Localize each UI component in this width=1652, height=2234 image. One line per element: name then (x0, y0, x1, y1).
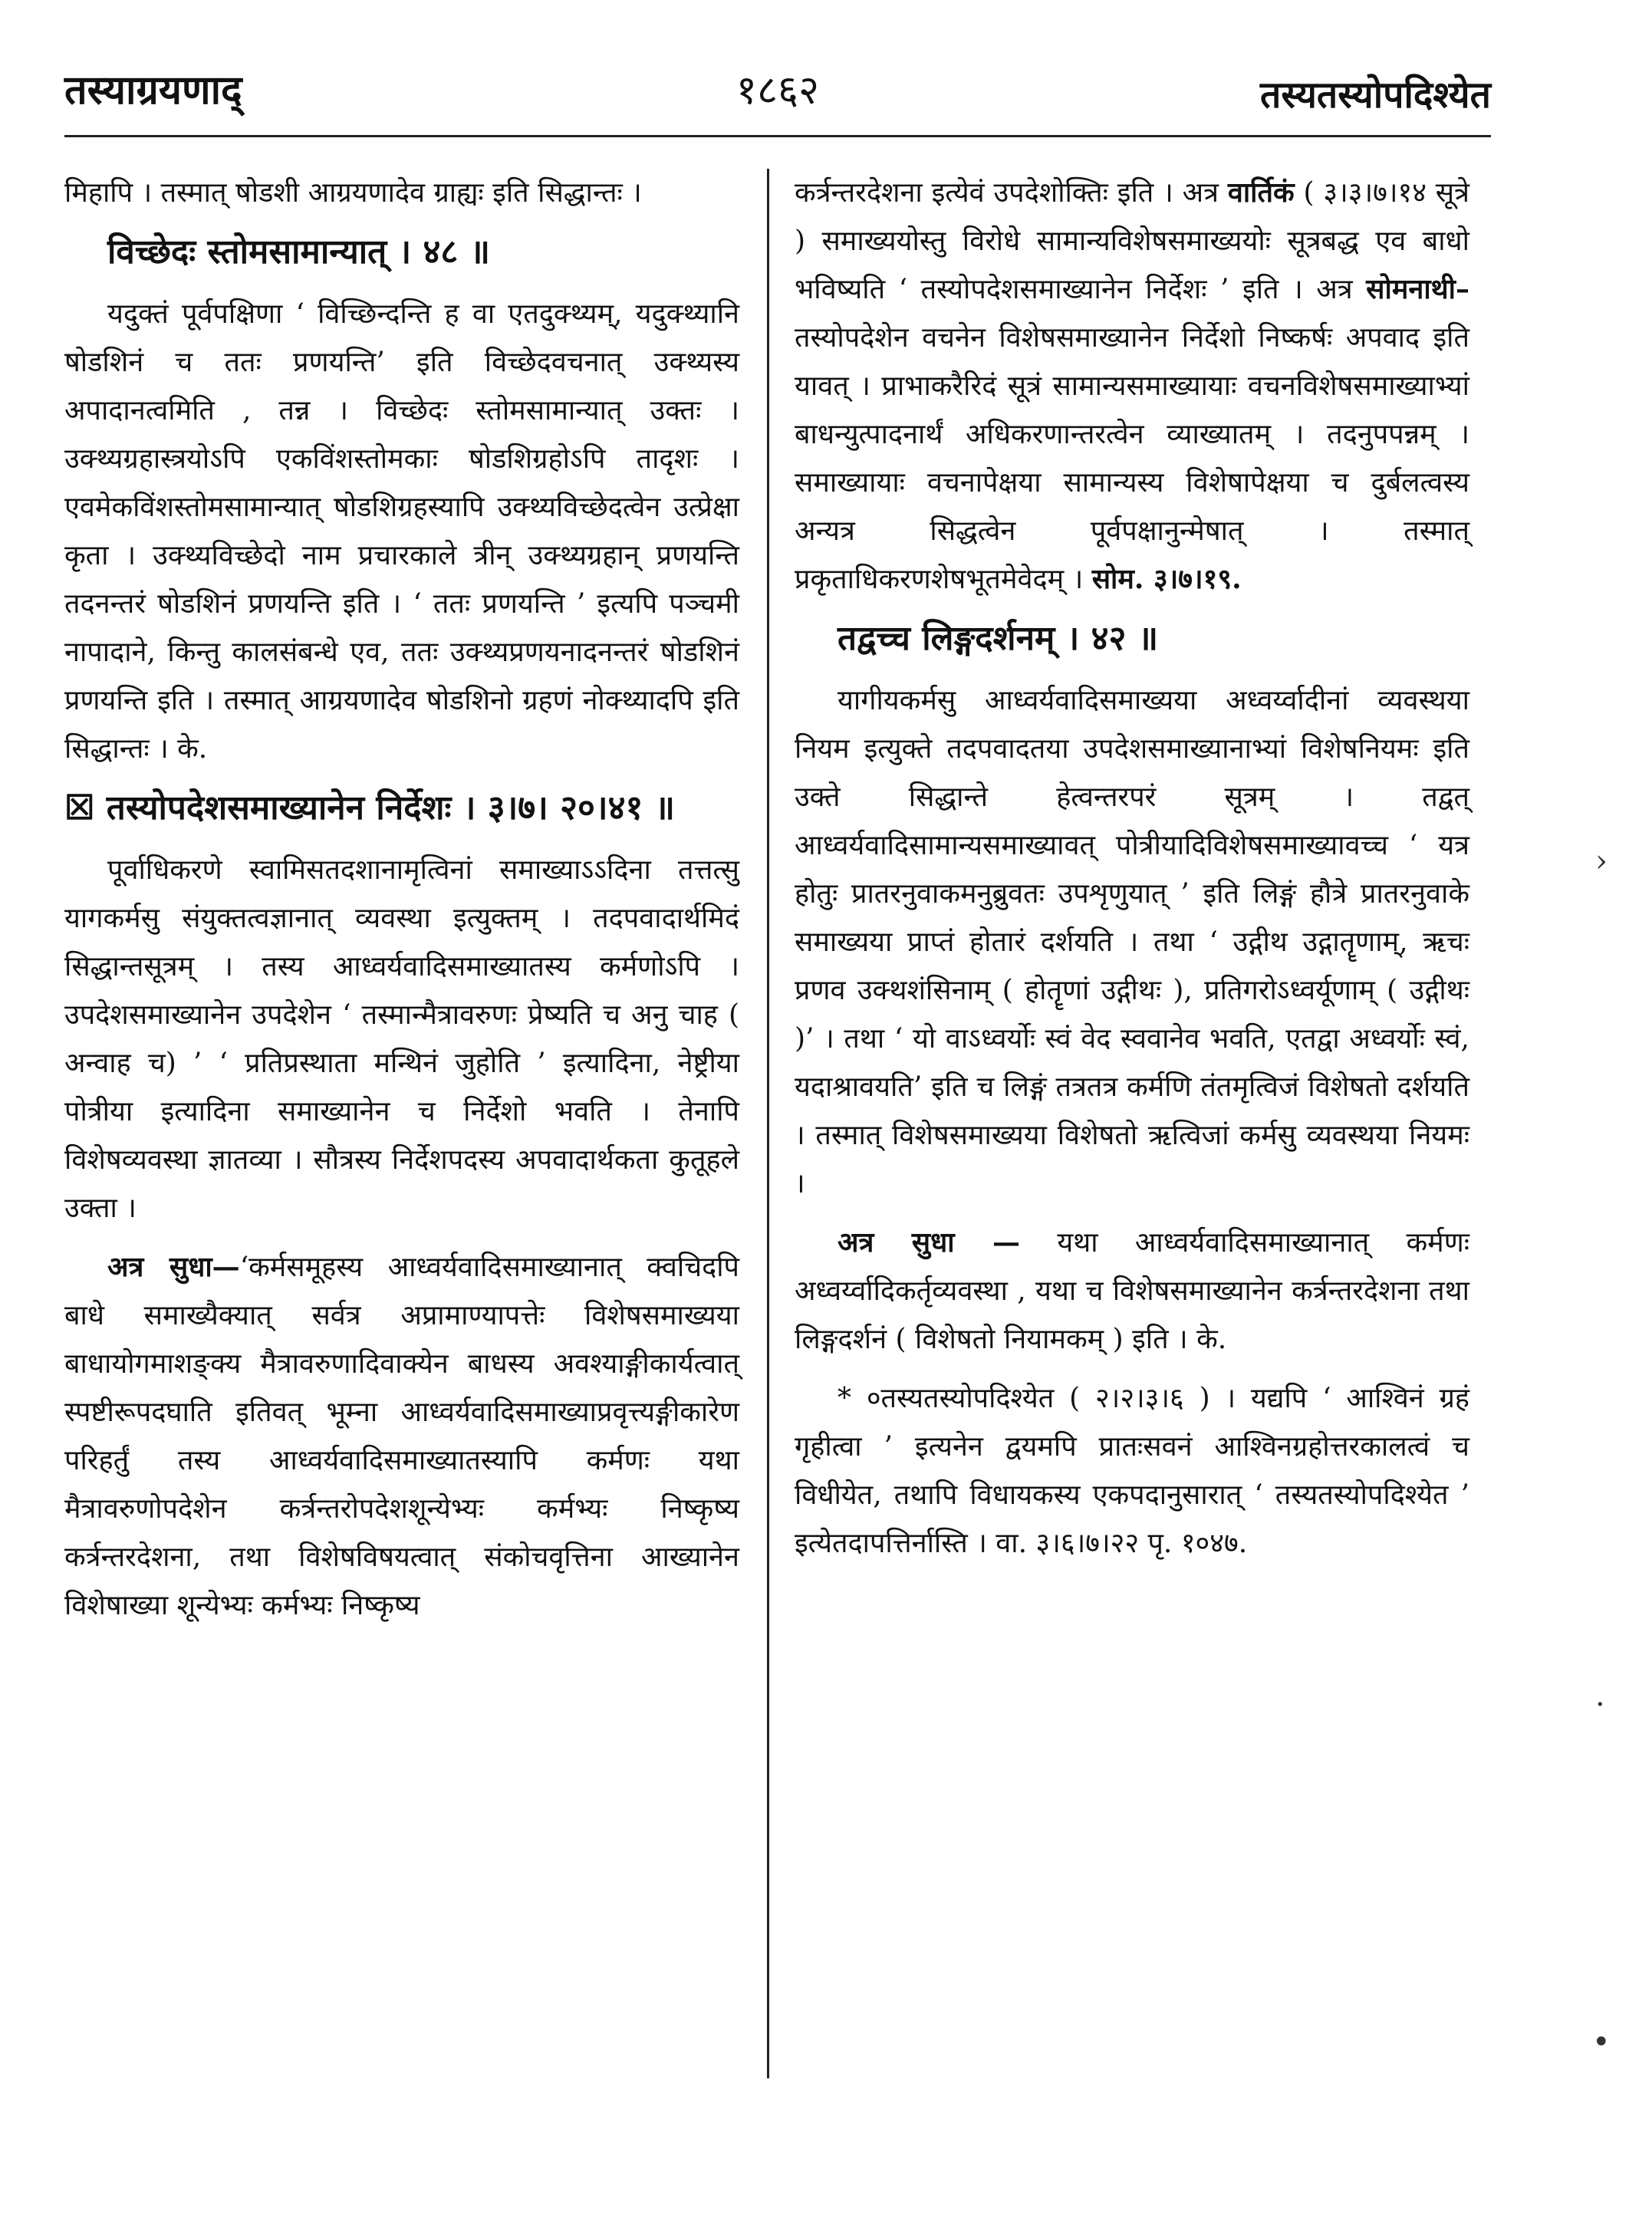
right-para-3 (795, 1219, 1469, 1364)
sutra-42: तद्वच्च लिङ्गदर्शनम् । ४२ ॥ (838, 619, 1159, 658)
header-rule (64, 135, 1491, 137)
header-right-keyword: तस्यतस्योपदिश्येत (1260, 74, 1491, 117)
right-para-1-rest: ( ३।३।७।१४ सूत्रे ) समाख्ययोस्तु विरोधे सामान्यविशेषसमाख्ययोः सूत्रबद्ध एव बाधो भविष्यति ‘ तस्योपदेशसमाख्यानेन निर्देशः ’ इति । अत्र (795, 177, 1469, 305)
somanathi-label: सोमनाथी– (1366, 273, 1469, 305)
sudha-label: अत्र सुधा— (107, 1251, 240, 1283)
margin-mark-1: › (1595, 844, 1608, 879)
right-para-4: * ०तस्यतस्योपदिश्येत ( २।२।३।६ ) । यद्यपि ‘ आश्विनं ग्रहं गृहीत्वा ’ इत्यनेन द्वयमपि प्रातःसवनं आश्विनग्रहोत्तरकालत्वं च विधीयेत, तथापि विधायकस्य एकपदानुसारात् ‘ तस्यतस्योपदिश्येत ’ इत्येतदापत्तिर्नास्ति । वा. ३।६।७।२२ पृ. १०४७. (795, 1383, 1469, 1559)
right-para-1 (795, 169, 1469, 604)
sudha-label-2: अत्र सुधा — (838, 1226, 1021, 1258)
right-para-2: यागीयकर्मसु आध्वर्यवादिसमाख्यया अध्वर्य्वादीनां व्यवस्थया नियम इत्युक्ते तदपवादतया उपदेशसमाख्यानाभ्यां विशेषनियमः इति उक्ते सिद्धान्ते हेत्वन्तरपरं सूत्रम् । तद्वत् आध्वर्यवादिसामान्यसमाख्यावत् पोत्रीयादिविशेषसमाख्यावच्च ‘ यत्र होतुः प्रातरनुवाकमनुब्रुवतः उपशृणुयात् ’ इति लिङ्गं हौत्रे प्रातरनुवाके समाख्यया प्राप्तं होतारं दर्शयति । तथा ‘ उद्गीथ उद्गातॄणाम्, ऋचः प्रणव उक्थशंसिनाम् ( होतॄणां उद्गीथः ), प्रतिगरोऽध्वर्यूणाम् ( उद्गीथः )’ । तथा ‘ यो वाऽध्वर्योः स्वं वेद स्ववानेव भवति, एतद्वा अध्वर्योः स्वं, यदाश्रावयति’ इति च लिङ्गं तत्रतत्र कर्मणि तंतमृत्विजं विशेषतो दर्शयति । तस्मात् विशेषसमाख्यया विशेषतो ऋत्विजां कर्मसु व्यवस्थया नियमः । (795, 685, 1469, 1199)
sutra-41: ☒ तस्योपदेशसमाख्यानेन निर्देशः । ३।७। २०।४१ ॥ (64, 788, 676, 827)
page-header (64, 54, 1491, 123)
right-para-1-text: कर्त्रन्तरदेशना इत्येवं उपदेशोक्तिः इति । अत्र (795, 177, 1219, 209)
left-para-4 (64, 1243, 739, 1630)
margin-mark-3: • (1592, 2025, 1611, 2060)
page-number: १८६२ (736, 67, 820, 114)
right-para-3-text: यथा आध्वर्यवादिसमाख्यानात् कर्मणः अध्वर्य्वादिकर्तृव्यवस्था , यथा च विशेषसमाख्यानेन कर्त्रन्तरदेशना तथा लिङ्गदर्शनं ( विशेषतो नियामकम् ) इति । के. (795, 1227, 1470, 1355)
left-para-3: पूर्वाधिकरणे स्वामिसतदशानामृत्विनां समाख्याऽऽदिना तत्तत्सु यागकर्मसु संयुक्तत्वज्ञानात् व्यवस्था इत्युक्तम् । तदपवादार्थमिदं सिद्धान्तसूत्रम् । तस्य आध्वर्यवादिसमाख्यातस्य कर्मणोऽपि । उपदेशसमाख्यानेन उपदेशेन ‘ तस्मान्मैत्रावरुणः प्रेष्यति च अनु चाह ( अन्वाह च) ’ ‘ प्रतिप्रस्थाता मन्थिनं जुहोति ’ इत्यादिना, नेष्ट्रीया पोत्रीया इत्यादिना समाख्यानेन च निर्देशो भवति । तेनापि विशेषव्यवस्था ज्ञातव्या । सौत्रस्य निर्देशपदस्य अपवादार्थकता कुतूहले उक्ता । (64, 854, 739, 1224)
left-para-4-text: ‘कर्मसमूहस्य आध्वर्यवादिसमाख्यानात् क्वचिदपि बाधे समाख्यैक्यात् सर्वत्र अप्रामाण्यापत्तेः विशेषसमाख्यया बाधायोगमाशङ्क्य मैत्रावरुणादिवाक्येन बाधस्य अवश्याङ्गीकार्यत्वात् स्पष्टीरूपदघाति इतिवत् भूम्ना आध्वर्यवादिसमाख्याप्रवृत्त्यङ्गीकारेण परिहर्तुं तस्य आध्वर्यवादिसमाख्यातस्यापि कर्मणः यथा मैत्रावरुणोपदेशेन कर्त्रन्तरोपदेशशून्येभ्यः कर्मभ्यः निष्कृष्य कर्त्रन्तरदेशना, तथा विशेषविषयत्वात् संकोचवृत्तिना आख्यानेन विशेषाख्या शून्येभ्यः कर्मभ्यः निष्कृष्य (64, 1252, 739, 1621)
sutra-48: विच्छेदः स्तोमसामान्यात् । ४८ ॥ (107, 232, 490, 271)
soma-reference: सोम. ३।७।१९. (1091, 563, 1242, 595)
left-column (64, 169, 739, 1640)
header-left-keyword: तस्याग्रयणाद् (64, 67, 242, 114)
left-para-1: मिहापि । तस्मात् षोडशी आग्रयणादेव ग्राह्यः इति सिद्धान्तः । (64, 177, 642, 209)
margin-mark-2: · (1595, 1687, 1605, 1722)
left-para-2: यदुक्तं पूर्वपक्षिणा ‘ विच्छिन्दन्ति ह वा एतदुक्थ्यम्, यदुक्थ्यानि षोडशिनं च ततः प्रणयन्ति’ इति विच्छेदवचनात् उक्थ्यस्य अपादानत्वमिति , तन्न । विच्छेदः स्तोमसामान्यात् उक्तः । उक्थ्यग्रहास्त्रयोऽपि एकविंशस्तोमकाः षोडशिग्रहोऽपि तादृशः । एवमेकविंशस्तोमसामान्यात् षोडशिग्रहस्यापि उक्थ्यविच्छेदत्वेन उत्प्रेक्षा कृता । उक्थ्यविच्छेदो नाम प्रचारकाले त्रीन् उक्थ्यग्रहान् प्रणयन्ति तदनन्तरं षोडशिनं प्रणयन्ति इति । ‘ ततः प्रणयन्ति ’ इत्यपि पञ्चमी नापादाने, किन्तु कालसंबन्धे एव, ततः उक्थ्यप्रणयनादनन्तरं षोडशिनं प्रणयन्ति इति । तस्मात् आग्रयणादेव षोडशिनो ग्रहणं नोक्थ्यादपि इति सिद्धान्तः । के. (64, 298, 739, 765)
column-divider (767, 169, 769, 2078)
right-column (795, 169, 1469, 1578)
vartika-label: वार्तिकं (1227, 176, 1295, 209)
right-para-1-end: तस्योपदेशेन वचनेन विशेषसमाख्यानेन निर्देशो निष्कर्षः अपवाद इति यावत् । प्राभाकरैरिदं सूत्रं सामान्यसमाख्यायाः वचनविशेषसमाख्याभ्यां बाधन्युत्पादनार्थं अधिकरणान्तरत्वेन व्याख्यातम् । तदनुपपन्नम् । समाख्यायाः वचनापेक्षया सामान्यस्य विशेषापेक्षया च दुर्बलत्वस्य अन्यत्र सिद्धत्वेन पूर्वपक्षानुन्मेषात् । तस्मात् प्रकृताधिकरणशेषभूतमेवेदम् । (795, 322, 1469, 595)
